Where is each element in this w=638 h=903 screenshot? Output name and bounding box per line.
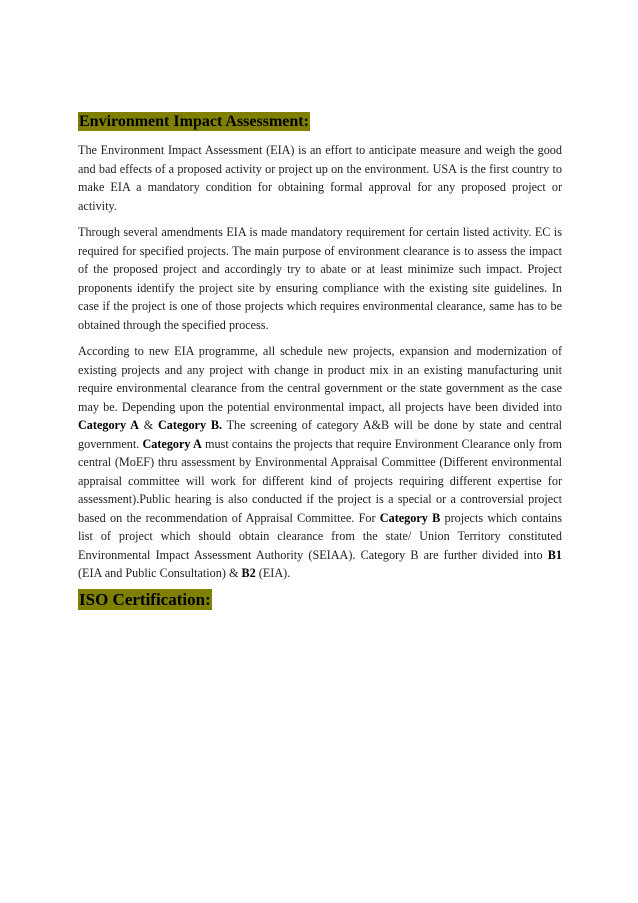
b2-term: B2	[241, 566, 256, 580]
iso-heading-wrapper	[78, 589, 562, 610]
category-b-term: Category B	[379, 510, 441, 525]
category-a-term: Category A	[78, 418, 139, 432]
section-heading-eia: Environment Impact Assessment:	[79, 113, 309, 130]
paragraph-eia-programme	[78, 342, 562, 583]
text-run: (EIA and Public Consultation) &	[78, 566, 242, 580]
b1-term: B1	[547, 547, 562, 562]
text-run: The screening of category A&B will be done by state and central government.	[78, 418, 563, 451]
section-heading-iso: ISO Certification:	[79, 589, 211, 609]
text-run: &	[138, 418, 158, 432]
document-page	[78, 112, 562, 610]
category-b-term: Category B.	[158, 418, 223, 432]
text-run: According to new EIA programme, all schedule new projects, expansion and modernization of existing projects and any project with change in product mix in an existing manufacturing unit require environmental clearance from the central government or the state government as the case may be. Depending upon the potential environmental impact, all projects have been divided into	[78, 344, 562, 414]
text-run: must contains the projects that require Environment Clearance only from central (MoEF) thru assessment by Environmental Appraisal Committee (Different environmental appraisal committee will work for different kind of projects requiring different expertise for assessment).Public hearing is also conducted if the project is a special or a controversial project based on the recommendation of Appraisal Committee. For	[78, 436, 562, 525]
text-run: projects which contains list of project which should obtain clearance from the state/ Union Territory constituted Environmental Impact Assessment Authority (SEIAA). Category B are further divided into	[78, 510, 563, 562]
category-a-term: Category A	[142, 436, 202, 451]
paragraph-eia-intro: The Environment Impact Assessment (EIA) is an effort to anticipate measure and weigh the good and bad effects of a proposed activity or project up on the environment. USA is the first country to make EIA a mandatory condition for obtaining formal approval for any proposed project or activity.	[78, 143, 562, 213]
text-run: (EIA).	[255, 566, 291, 580]
paragraph-eia-amendments: Through several amendments EIA is made mandatory requirement for certain listed activity. EC is required for specified projects. The main purpose of environment clearance is to assess the impact of the proposed project and accordingly try to abate or at least minimize such impact. Project proponents identify the project site by ensuring compliance with the existing site guidelines. In case if the project is one of those projects which requires environmental clearance, same has to be obtained through the specified process.	[78, 225, 562, 332]
